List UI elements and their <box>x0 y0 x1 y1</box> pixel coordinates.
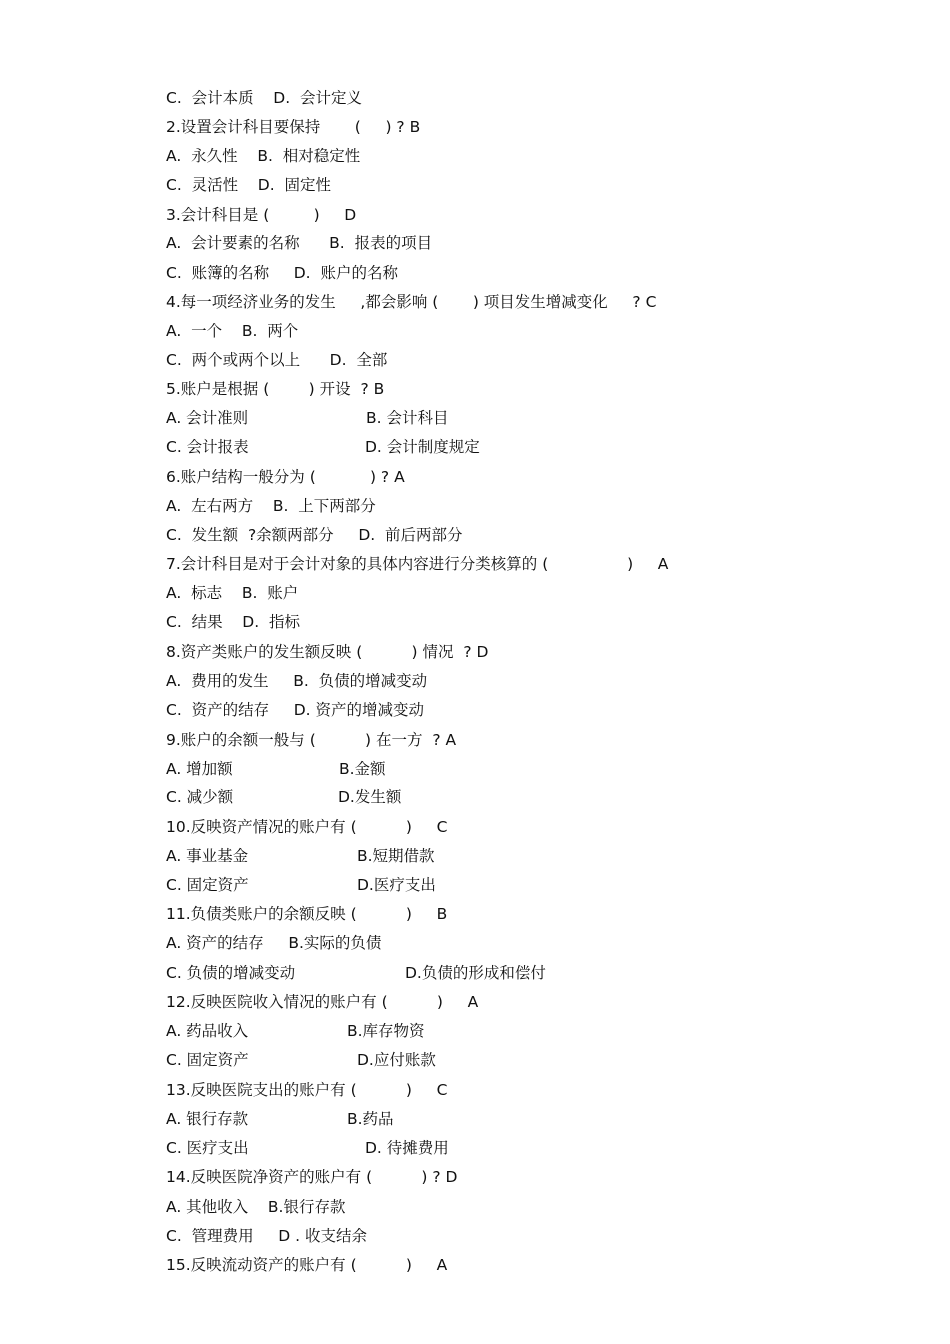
option-line <box>166 145 360 167</box>
option-line <box>166 611 300 633</box>
question-line <box>166 1166 457 1188</box>
line-text: 3.会计科目是 ( ) D <box>166 206 357 224</box>
option-line <box>166 582 298 604</box>
line-text: A. 增加额 <box>166 760 233 778</box>
text-line <box>166 87 362 109</box>
line-text: A. 其他收入 B.银行存款 <box>166 1198 346 1216</box>
option-line <box>166 262 398 284</box>
line-text: C. 固定资产 <box>166 876 249 894</box>
question-line <box>166 466 405 488</box>
option-line <box>166 932 381 954</box>
question-line <box>166 816 447 838</box>
line-text: C. 账簿的名称 D. 账户的名称 <box>166 264 398 282</box>
option-line <box>166 786 402 808</box>
option-line <box>166 495 376 517</box>
option-b-text: B. 会计科目 <box>366 409 449 427</box>
line-text: 12.反映医院收入情况的账户有 ( ) A <box>166 993 479 1011</box>
line-text: C. 结果 D. 指标 <box>166 613 301 631</box>
option-line <box>166 1020 425 1042</box>
line-text: A. 会计准则 <box>166 409 249 427</box>
option-line <box>166 1137 449 1159</box>
line-text: A. 银行存款 <box>166 1110 249 1128</box>
option-b-text: B.短期借款 <box>357 847 435 865</box>
option-line <box>166 174 331 196</box>
option-d-text: D.负债的形成和偿付 <box>405 964 546 982</box>
line-text: C. 会计报表 <box>166 438 249 456</box>
option-d-text: D.应付账款 <box>357 1051 436 1069</box>
line-text: C. 发生额 ?余额两部分 D. 前后两部分 <box>166 526 463 544</box>
line-text: A. 资产的结存 B.实际的负债 <box>166 934 382 952</box>
option-line <box>166 1049 436 1071</box>
option-line <box>166 1196 345 1218</box>
question-line <box>166 291 656 313</box>
line-text: A. 会计要素的名称 B. 报表的项目 <box>166 234 433 252</box>
line-text: A. 费用的发生 B. 负债的增减变动 <box>166 672 428 690</box>
option-line <box>166 320 298 342</box>
line-text: 5.账户是根据 ( ) 开设 ? B <box>166 380 385 398</box>
question-line <box>166 1254 447 1276</box>
line-text: A. 事业基金 <box>166 847 249 865</box>
line-text: 8.资产类账户的发生额反映 ( ) 情况 ? D <box>166 643 489 661</box>
line-text: 10.反映资产情况的账户有 ( ) C <box>166 818 448 836</box>
line-text: 14.反映医院净资产的账户有 ( ) ? D <box>166 1168 458 1186</box>
line-text: C. 医疗支出 <box>166 1139 249 1157</box>
option-b-text: B.金额 <box>339 760 386 778</box>
option-line <box>166 962 546 984</box>
line-text: C. 管理费用 D . 收支结余 <box>166 1227 367 1245</box>
line-text: A. 一个 B. 两个 <box>166 322 299 340</box>
option-line <box>166 436 480 458</box>
option-line <box>166 874 436 896</box>
option-d-text: D. 待摊费用 <box>365 1139 449 1157</box>
option-line <box>166 1108 394 1130</box>
line-text: 9.账户的余额一般与 ( ) 在一方 ? A <box>166 731 457 749</box>
line-text: 2.设置会计科目要保持 ( ) ? B <box>166 118 421 136</box>
question-line <box>166 553 668 575</box>
question-line <box>166 641 488 663</box>
option-b-text: B.药品 <box>347 1110 394 1128</box>
line-text: 7.会计科目是对于会计对象的具体内容进行分类核算的 ( ) A <box>166 555 669 573</box>
question-line <box>166 903 447 925</box>
question-line <box>166 204 356 226</box>
option-d-text: D.发生额 <box>338 788 402 806</box>
question-line <box>166 1079 447 1101</box>
line-text: 13.反映医院支出的账户有 ( ) C <box>166 1081 448 1099</box>
option-line <box>166 699 424 721</box>
question-line <box>166 116 420 138</box>
question-line <box>166 729 456 751</box>
option-line <box>166 845 435 867</box>
line-text: C. 负债的增减变动 <box>166 964 296 982</box>
line-text: C. 两个或两个以上 D. 全部 <box>166 351 388 369</box>
line-text: A. 左右两方 B. 上下两部分 <box>166 497 376 515</box>
option-line <box>166 524 463 546</box>
line-text: A. 药品收入 <box>166 1022 249 1040</box>
option-line <box>166 758 386 780</box>
option-b-text: B.库存物资 <box>347 1022 425 1040</box>
line-text: C. 灵活性 D. 固定性 <box>166 176 332 194</box>
line-text: 11.负债类账户的余额反映 ( ) B <box>166 905 448 923</box>
line-text: A. 标志 B. 账户 <box>166 584 299 602</box>
option-line <box>166 349 387 371</box>
question-line <box>166 378 384 400</box>
line-text: A. 永久性 B. 相对稳定性 <box>166 147 361 165</box>
option-d-text: D.医疗支出 <box>357 876 436 894</box>
option-line <box>166 670 427 692</box>
line-text: 4.每一项经济业务的发生 ,都会影响 ( ) 项目发生增减变化 ? C <box>166 293 657 311</box>
line-text: C. 资产的结存 D. 资产的增减变动 <box>166 701 425 719</box>
line-text: 6.账户结构一般分为 ( ) ? A <box>166 468 405 486</box>
line-text: C. 固定资产 <box>166 1051 249 1069</box>
option-line <box>166 407 449 429</box>
option-line <box>166 1225 367 1247</box>
line-text: C. 减少额 <box>166 788 234 806</box>
option-d-text: D. 会计制度规定 <box>365 438 480 456</box>
line-text: 15.反映流动资产的账户有 ( ) A <box>166 1256 448 1274</box>
question-line <box>166 991 478 1013</box>
option-line <box>166 232 432 254</box>
line-text: C. 会计本质 D. 会计定义 <box>166 89 363 107</box>
